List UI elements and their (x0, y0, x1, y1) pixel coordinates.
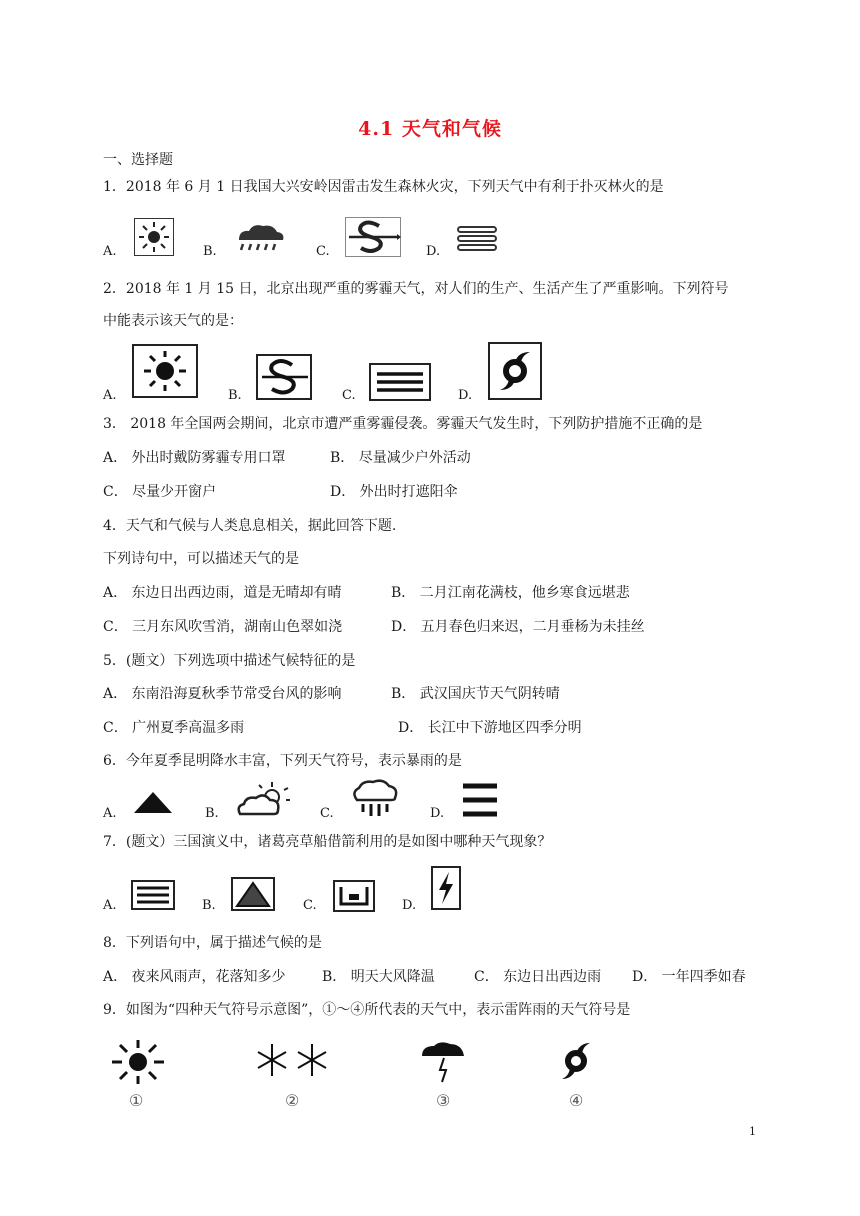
q4-option-d: D． 五月春色归来迟，二月垂杨为未挂丝 (391, 619, 645, 635)
fog-icon (459, 780, 501, 820)
question-8-stem: 8．下列语句中，属于描述气候的是 (103, 935, 322, 951)
q7-option-a-label: A. (103, 898, 117, 913)
q5-option-a: A． 东南沿海夏秋季节常受台风的影响 (103, 686, 342, 702)
typhoon-icon (556, 1038, 596, 1084)
question-4-stem: 4．天气和气候与人类息息相关，据此回答下题. (103, 518, 397, 534)
q1-option-a-label: A. (103, 244, 117, 259)
section-heading: 一、选择题 (103, 152, 173, 168)
q1-option-b-label: B. (203, 244, 217, 259)
caption-2: ② (285, 1091, 300, 1110)
q4-option-a: A． 东边日出西边雨，道是无晴却有晴 (103, 585, 342, 601)
q1-option-d-label: D. (426, 244, 441, 259)
question-2-stem-line2: 中能表示该天气的是： (103, 313, 243, 329)
fog-icon (454, 222, 500, 256)
q6-option-d-label: D. (430, 806, 445, 821)
typhoon-icon (488, 342, 542, 400)
q4-option-b: B． 二月江南花满枝，他乡寒食远堪悲 (391, 585, 630, 601)
thunderstorm-icon (418, 1040, 468, 1086)
caption-3: ③ (436, 1091, 451, 1110)
question-9-stem: 9．如图为“四种天气符号示意图”，①～④所代表的天气中，表示雷阵雨的天气符号是 (103, 1002, 631, 1018)
q6-option-b-label: B. (205, 806, 219, 821)
partly-cloudy-icon (234, 780, 290, 820)
question-4-sub: 下列诗句中，可以描述天气的是 (103, 551, 299, 567)
q7-option-b-label: B. (202, 898, 216, 913)
question-1-stem: 1．2018 年 6 月 1 日我国大兴安岭因雷击发生森林火灾，下列天气中有利于扑灭林火的是 (103, 179, 664, 195)
heavy-rain-icon (349, 778, 401, 822)
sandstorm-icon (345, 217, 401, 257)
q2-option-a-label: A. (103, 388, 117, 403)
q5-option-b: B． 武汉国庆节天气阴转晴 (391, 686, 560, 702)
q6-option-a-label: A. (103, 806, 117, 821)
sunny-icon (134, 218, 174, 256)
q8-option-c: C． 东边日出西边雨 (474, 969, 602, 985)
caption-4: ④ (569, 1091, 584, 1110)
page-number: 1 (749, 1125, 756, 1138)
q8-option-b: B． 明天大风降温 (322, 969, 435, 985)
fog-icon (369, 363, 431, 401)
question-5-stem: 5．(题文）下列选项中描述气候特征的是 (103, 653, 356, 669)
sunny-icon (132, 344, 198, 398)
fog-icon (131, 880, 175, 910)
rain-icon (233, 222, 287, 256)
hail-icon (130, 788, 176, 816)
q2-option-d-label: D. (458, 388, 473, 403)
q8-option-a: A． 夜来风雨声，花落知多少 (103, 969, 286, 985)
q7-option-d-label: D. (402, 898, 417, 913)
q3-option-b: B． 尽量减少户外活动 (330, 450, 471, 466)
q5-option-c: C． 广州夏季高温多雨 (103, 720, 245, 736)
q3-option-a: A． 外出时戴防雾霾专用口罩 (103, 450, 286, 466)
q6-option-c-label: C. (320, 806, 334, 821)
question-7-stem: 7．(题文）三国演义中，诸葛亮草船借箭利用的是如图中哪种天气现象？ (103, 834, 552, 850)
high-temperature-icon (333, 880, 375, 912)
q7-option-c-label: C. (303, 898, 317, 913)
q3-option-c: C． 尽量少开窗户 (103, 484, 217, 500)
snow-icon (252, 1040, 332, 1080)
sandstorm-icon (256, 354, 312, 400)
caption-1: ① (129, 1091, 144, 1110)
q8-option-d: D． 一年四季如春 (632, 969, 746, 985)
q3-option-d: D． 外出时打遮阳伞 (330, 484, 458, 500)
page-title: 4.1 天气和气候 (358, 118, 502, 140)
thunder-icon (431, 866, 461, 910)
question-6-stem: 6．今年夏季昆明降水丰富，下列天气符号，表示暴雨的是 (103, 753, 462, 769)
q5-option-d: D． 长江中下游地区四季分明 (398, 720, 582, 736)
sunny-icon (106, 1037, 170, 1087)
q1-option-c-label: C. (316, 244, 330, 259)
hail-icon (231, 877, 275, 911)
q2-option-c-label: C. (342, 388, 356, 403)
question-3-stem: 3． 2018 年全国两会期间，北京市遭严重雾霾侵袭。雾霾天气发生时，下列防护措施不正确的是 (103, 416, 703, 432)
q2-option-b-label: B. (228, 388, 242, 403)
q4-option-c: C． 三月东风吹雪消，湖南山色翠如浇 (103, 619, 343, 635)
question-2-stem-line1: 2．2018 年 1 月 15 日，北京出现严重的雾霾天气，对人们的生产、生活产生了严重影响。下列符号 (103, 281, 729, 297)
